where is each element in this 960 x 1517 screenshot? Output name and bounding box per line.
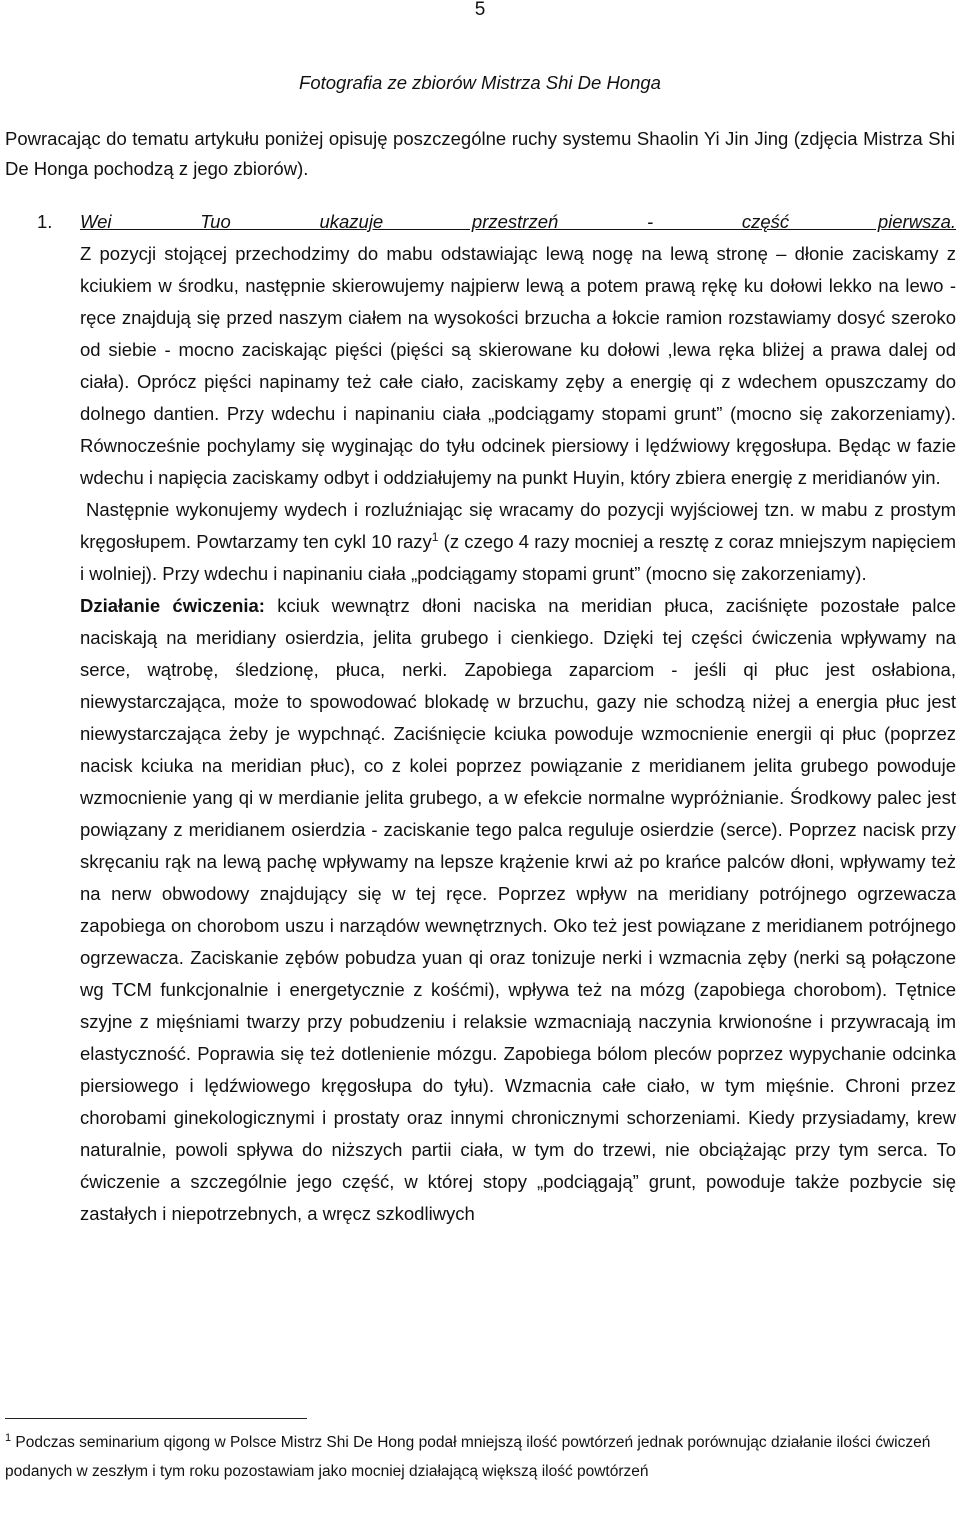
section-body — [80, 238, 956, 1230]
effect-paragraph — [80, 590, 956, 1230]
page-number: 5 — [474, 0, 486, 20]
section-paragraph-2 — [80, 494, 956, 590]
intro-text: Powracając do tematu artykułu poniżej opisuję poszczególne ruchy systemu Shaolin Yi Jin Jing (zdjęcia Mistrza Shi De Honga pochodzą z jego zbiorów). — [5, 128, 955, 179]
exercise-section — [4, 206, 956, 1230]
paragraph-2-text-b: (z czego 4 razy mocniej a resztę z coraz mniejszym napięciem i wolniej). Przy wdechu i napinaniu ciała „podciągamy stopami grunt” (mocno się zakorzeniamy). — [80, 531, 956, 584]
effect-text: kciuk wewnątrz dłoni naciska na meridian płuca, zaciśnięte pozostałe palce naciskają na meridiany osierdzia, jelita grubego i cienkiego. Dzięki tej części ćwiczenia wpływamy na serce, wątrobę, śledzionę, płuca, nerki. Zapobiega zaparciom - jeśli qi płuc jest osłabiona, niewystarczająca, może to spowodować blokadę w brzuchu, gazy nie schodzą niżej a energia płuc jest niewystarczająca żeby je wypchnąć. Zaciśnięcie kciuka powoduje wzmocnienie energii qi płuc (poprzez nacisk kciuka na meridian płuc), co z kolei poprzez powiązanie z meridianem jelita grubego powoduje wzmocnienie yang qi w merdianie jelita grubego, a w efekcie normalne wypróżnianie. Środkowy palec jest powiązany z meridianem osierdzia - zaciskanie tego palca reguluje osierdzie (serce). Poprzez nacisk przy skręcaniu rąk na lewą pachę wpływamy na lepsze krążenie krwi aż po krańce palców dłoni, wpływamy też na nerw obwodowy znajdujący się w tej ręce. Poprzez wpływ na meridiany potrójnego ogrzewacza zapobiega on chorobom uszu i narządów wewnętrznych. Oko też jest powiązane z meridianem potrójnego ogrzewacza. Zaciskanie zębów pobudza yuan qi oraz tonizuje nerki i wzmacnia zęby (nerki są połączone wg TCM funkcjonalnie i energetycznie z kośćmi), wpływa też na mózg (zapobiega chorobom). Tętnice szyjne z mięśniami twarzy przy pobudzeniu i relaksie wzmacniają naczynia krwionośne i przywracają im elastyczność. Poprawia się też dotlenienie mózgu. Zapobiega bólom pleców poprzez wypychanie odcinka piersiowego i lędźwiowego kręgosłupa do tyłu). Wzmacnia całe ciało, w tym mięśnie. Chroni przez chorobami ginekologicznymi i prostaty oraz innymi chronicznymi schorzeniami. Kiedy przysiadamy, krew naturalnie, powoli spływa do niższych partii ciała, w tym do trzewi, nie obciążając przy tym serca. To ćwiczenie a szczególnie jego część, w której stopy „podciągają” grunt, powoduje także pozbycie się zastałych i niepotrzebnych, a wręcz szkodliwych — [80, 595, 956, 1224]
footnote-ref[interactable]: 1 — [431, 529, 439, 544]
effect-label: Działanie ćwiczenia: — [80, 595, 265, 616]
footnote-divider — [5, 1418, 307, 1419]
section-number: 1. — [37, 211, 53, 232]
section-title: Wei Tuo ukazuje przestrzeń - część pierwsza. — [80, 211, 956, 232]
paragraph-2-text-a: Następnie wykonujemy wydech i rozluźniając się wracamy do pozycji wyjściowej tzn. w mabu z prostym kręgosłupem. Powtarzamy ten cykl 10 razy — [80, 499, 956, 552]
footnote-text: Podczas seminarium qigong w Polsce Mistrz Shi De Hong podał mniejszą ilość powtórzeń jednak porównując działanie ilości ćwiczeń podanych w zeszłym i tym roku pozostawiam jako mocniej działającą większą ilość powtórzeń — [5, 1434, 931, 1480]
section-paragraph-1: Z pozycji stojącej przechodzimy do mabu odstawiając lewą nogę na lewą stronę – dłonie zaciskamy z kciukiem w środku, następnie skierowujemy najpierw lewą a potem prawą rękę ku dołowi lekko na lewo - ręce znajdują się przed naszym ciałem na wysokości brzucha a łokcie ramion rozstawiamy dosyć szeroko od siebie - mocno zaciskając pięści (pięści są skierowane ku dołowi ,lewa ręka bliżej a prawa dalej od ciała). Oprócz pięści napinamy też całe ciało, zaciskamy zęby a energię qi z wdechem opuszczamy do dolnego dantien. Przy wdechu i napinaniu ciała „podciągamy stopami grunt” (mocno się zakorzeniamy). Równocześnie pochylamy się wyginając do tyłu odcinek piersiowy i lędźwiowy kręgosłupa. Będąc w fazie wdechu i napięcia zaciskamy odbyt i oddziałujemy na punkt Huyin, który zbiera energię z meridianów yin. — [80, 243, 956, 488]
intro-paragraph — [5, 124, 955, 184]
footnote-marker: 1 — [5, 1431, 12, 1444]
section-heading-line — [4, 206, 956, 238]
photo-caption: Fotografia ze zbiorów Mistrza Shi De Honga — [299, 72, 661, 93]
footnote — [5, 1428, 955, 1486]
